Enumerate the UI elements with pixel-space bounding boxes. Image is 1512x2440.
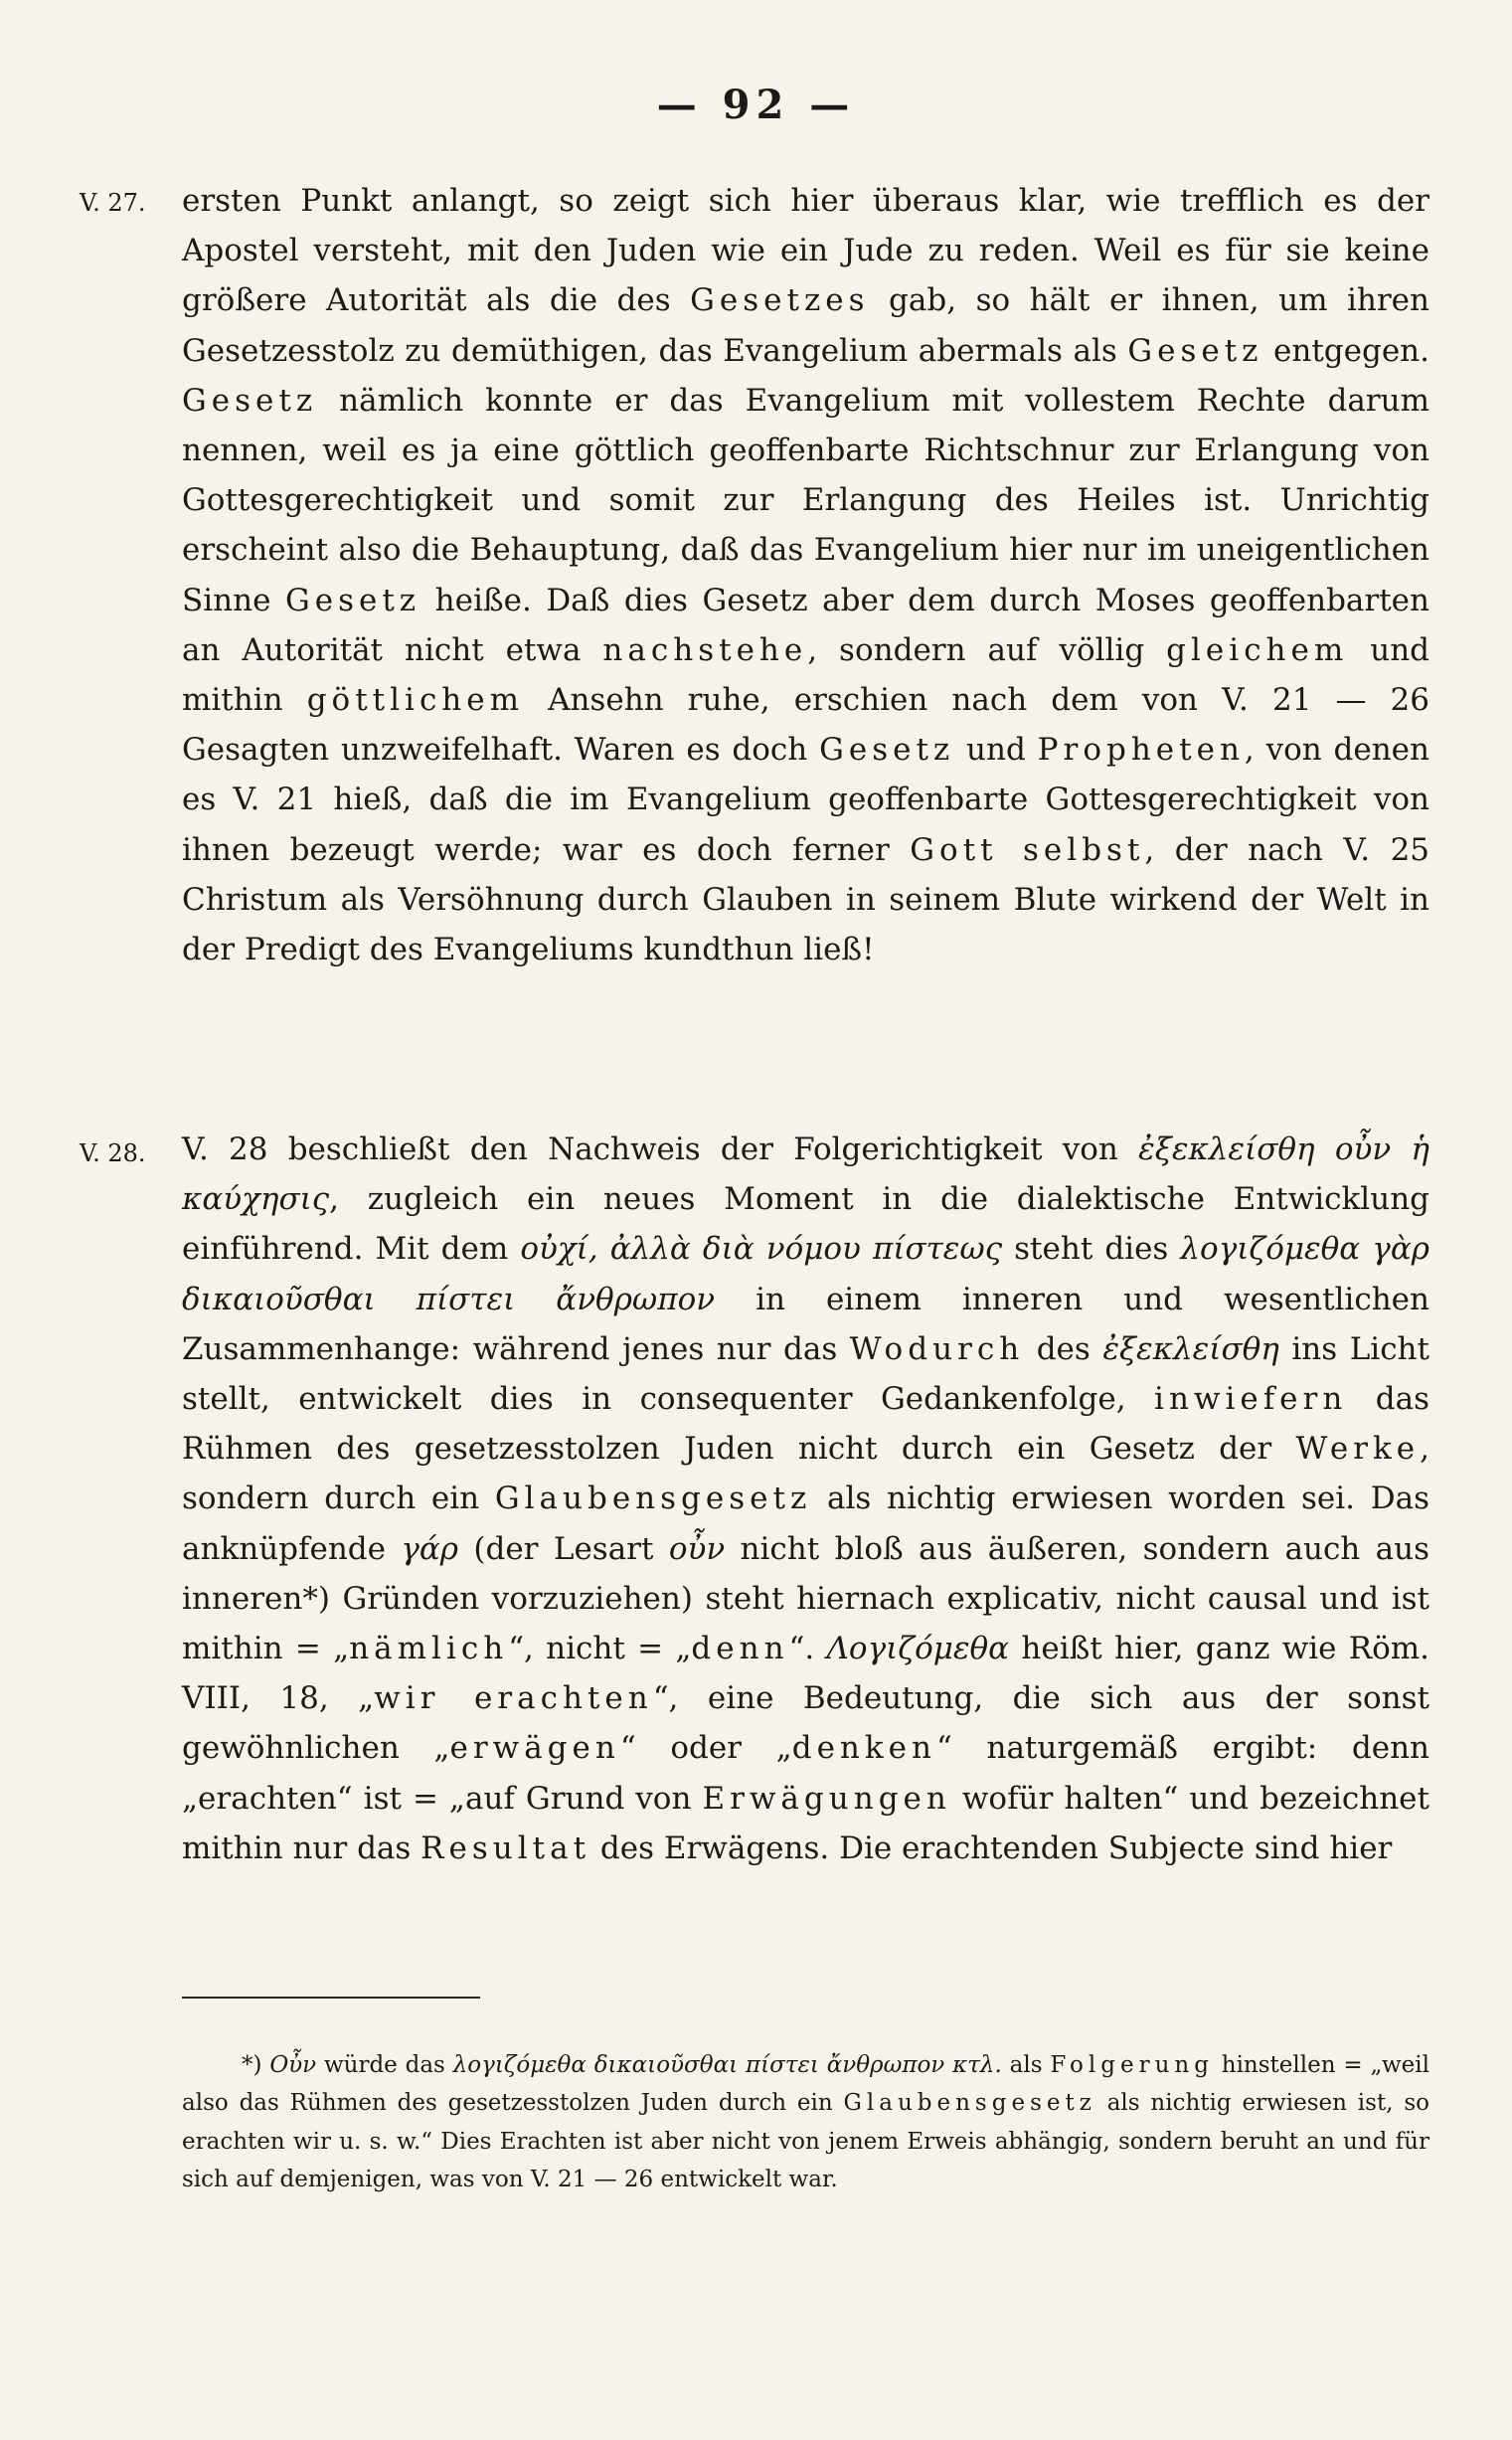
- spaced-word: Wodurch: [849, 1330, 1025, 1367]
- greek-phrase: γάρ: [401, 1530, 459, 1567]
- spaced-word: nämlich: [349, 1631, 509, 1667]
- spaced-word: inwiefern: [1154, 1381, 1348, 1418]
- text-run: entgegen.: [1262, 332, 1430, 369]
- text-run: in einem inneren und wesentlichen Zusammenhange: während jenes nur das: [182, 1281, 1429, 1367]
- text-run: Ansehn ruhe, erschien nach dem von V. 21 — 26 Gesagten unzweifelhaft. Waren es doch: [182, 682, 1430, 769]
- greek-phrase: λογιζόμεθα γὰρ δικαιοῦσθαι πίστει ἄνθρωπον: [182, 1231, 1429, 1317]
- text-run: “, eine Bedeutung, die sich aus der sonst gewöhnlichen „: [182, 1680, 1429, 1767]
- text-run: ersten Punkt anlangt, so zeigt sich hier überaus klar, wie trefflich es der Apostel versteht, mit den Juden wie ein Jude zu reden. Weil es für sie keine größere Autorität als die des: [182, 183, 1429, 319]
- spaced-word: Erwägungen: [702, 1780, 951, 1817]
- text-run: V. 28 beschließt den Nachweis der Folgerichtigkeit von: [182, 1132, 1139, 1167]
- spaced-word: Glaubensgesetz: [843, 2090, 1096, 2117]
- spaced-word: erwägen: [449, 1730, 620, 1767]
- text-run: nämlich konnte er das Evangelium mit vollestem Rechte darum nennen, weil es ja eine göttlich geoffenbarte Richtschnur zur Erlangung von Gottesgerechtigkeit und somit zur Erlangung des Heiles ist. Unrichtig erscheint also die Behauptung, daß das Evangelium hier nur im uneigentlichen Sinne: [182, 382, 1429, 618]
- text-run: , von denen es V. 21 hieß, daß die im Evangelium geoffenbarte Gottesgerechtigkeit von ihnen bezeugt werde; war es doch ferner: [182, 732, 1429, 868]
- text-run: , zugleich ein neues Moment in die dialektische Entwicklung einführend. Mit dem: [182, 1181, 1429, 1268]
- text-run: als nichtig erwiesen ist, so erachten wir u. s. w.“ Dies Erachten ist aber nicht von jenem Erweis abhängig, sondern beruht an und für sich auf demjenigen, was von V. 21 — 26 entwickelt war.: [182, 2090, 1429, 2192]
- text-run: “.: [788, 1631, 827, 1667]
- spaced-word: Gesetz: [819, 732, 955, 769]
- footnote: [182, 2046, 1429, 2198]
- text-run: heißt hier, ganz wie Röm. VIII, 18, „: [182, 1631, 1430, 1717]
- spaced-word: Gesetz: [284, 582, 421, 618]
- greek-phrase: Οὖν: [269, 2052, 317, 2078]
- spaced-word: Gesetzes: [690, 282, 870, 319]
- greek-phrase: Λογιζόμεθα: [826, 1631, 1010, 1667]
- greek-phrase: ἐξεκλείσθη: [1102, 1330, 1279, 1367]
- text-run: und: [954, 732, 1038, 769]
- text-run: des Erwägens. Die erachtenden Subjecte sind hier: [590, 1830, 1393, 1866]
- verse-marker-27: V. 27.: [80, 189, 146, 217]
- text-run: das Rühmen des gesetzesstolzen Juden nicht durch ein Gesetz der: [182, 1381, 1429, 1468]
- text-run: würde das: [316, 2052, 453, 2078]
- spaced-word: Gott selbst: [910, 831, 1145, 868]
- text-run: als nichtig erwiesen worden sei. Das anknüpfende: [182, 1481, 1429, 1567]
- spaced-word: wir erachten: [374, 1680, 653, 1717]
- spaced-word: Folgerung: [1050, 2052, 1214, 2078]
- text-run: heiße. Daß dies Gesetz aber dem durch Moses geoffenbarten an Autorität nicht etwa: [182, 582, 1429, 668]
- text-run: *): [242, 2052, 270, 2078]
- text-run: “ oder „: [619, 1730, 792, 1767]
- spaced-word: Gesetz: [1127, 332, 1263, 369]
- greek-phrase: ἐξεκλείσθη οὖν ἡ καύχησις: [182, 1132, 1429, 1218]
- spaced-word: Glaubensgesetz: [494, 1481, 812, 1517]
- text-run: , sondern auf völlig: [807, 631, 1167, 668]
- greek-phrase: οὖν: [668, 1530, 726, 1567]
- text-run: nicht bloß aus äußeren, sondern auch aus inneren*) Gründen vorzuziehen) steht hiernach explicativ, nicht causal und ist mithin = „: [182, 1530, 1429, 1667]
- text-run: (der Lesart: [458, 1530, 669, 1567]
- greek-phrase: οὐχί, ἀλλὰ διὰ νόμου πίστεως: [520, 1231, 1003, 1268]
- verse-marker-28: V. 28.: [80, 1139, 146, 1167]
- greek-phrase: λογιζόμεθα δικαιοῦσθαι πίστει ἄνθρωπον κτλ.: [452, 2052, 1002, 2078]
- spaced-word: nachstehe: [602, 631, 808, 668]
- spaced-word: göttlichem: [306, 682, 525, 719]
- text-run: , sondern durch ein: [182, 1431, 1429, 1517]
- footnote-separator: [182, 1997, 480, 1999]
- spaced-word: Propheten: [1037, 732, 1245, 769]
- spaced-word: denn: [691, 1631, 789, 1667]
- text-run: “, nicht = „: [508, 1631, 692, 1667]
- text-run: ins Licht stellt, entwickelt dies in consequenter Gedankenfolge,: [182, 1330, 1429, 1418]
- text-run: hinstellen = „weil also das Rühmen des gesetzesstolzen Juden durch ein: [182, 2052, 1429, 2117]
- spaced-word: gleichem: [1166, 631, 1349, 668]
- text-run: gab, so hält er ihnen, um ihren Gesetzesstolz zu demüthigen, das Evangelium abermals als: [182, 282, 1429, 369]
- spaced-word: Resultat: [420, 1830, 591, 1866]
- text-run: als: [1001, 2052, 1051, 2078]
- text-run: und mithin: [182, 631, 1430, 719]
- text-run: steht dies: [1002, 1231, 1181, 1268]
- paragraph-verse-27: [182, 176, 1429, 974]
- spaced-word: denken: [791, 1730, 936, 1767]
- text-run: wofür halten“ und bezeichnet mithin nur das: [182, 1780, 1429, 1866]
- spaced-word: Werke: [1295, 1431, 1421, 1468]
- spaced-word: Gesetz: [182, 382, 318, 419]
- text-run: des: [1024, 1330, 1103, 1367]
- text-run: “ naturgemäß ergibt: denn „erachten“ ist = „auf Grund von: [182, 1730, 1430, 1817]
- paragraph-verse-28: [182, 1125, 1429, 1873]
- text-run: , der nach V. 25 Christum als Versöhnung durch Glauben in seinem Blute wirkend der Welt in der Predigt des Evangeliums kundthun ließ!: [182, 831, 1430, 968]
- page-number: — 92 —: [656, 82, 856, 128]
